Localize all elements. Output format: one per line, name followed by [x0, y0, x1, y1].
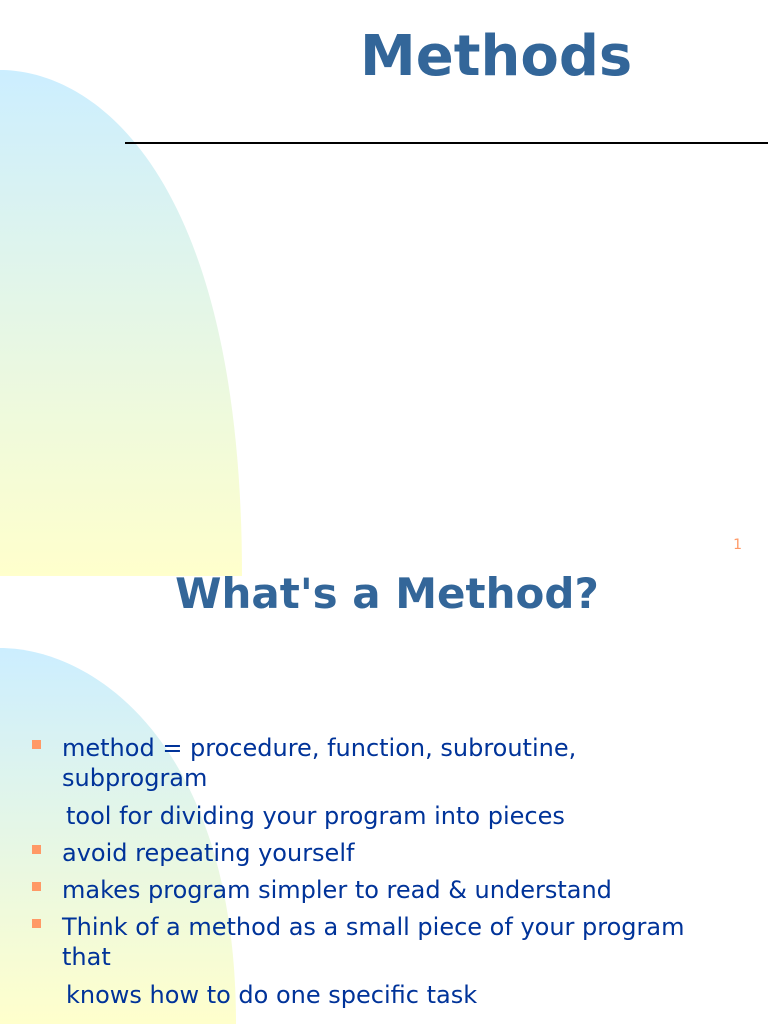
bullet-item — [62, 838, 354, 868]
bullet-item — [62, 733, 576, 793]
page-number: 1 — [733, 537, 742, 553]
slide-title: Methods — [360, 24, 633, 89]
bullet-item — [62, 875, 612, 905]
bullet-text: Think of a method as a small piece of your program — [62, 913, 685, 941]
bullet-text: avoid repeating yourself — [62, 839, 355, 867]
bullet-marker — [32, 882, 41, 891]
bullet-marker — [32, 740, 41, 749]
slide-title: What's a Method? — [175, 576, 599, 618]
bullet-marker — [32, 919, 41, 928]
bullet-marker — [32, 845, 41, 854]
sub-item — [66, 801, 565, 831]
bullet-text: makes program simpler to read & understand — [62, 876, 612, 904]
sub-item-text: tool for dividing your program into pieces — [66, 802, 565, 830]
bullet-text: method = procedure, function, subroutine, — [62, 734, 577, 762]
sub-item — [66, 980, 477, 1010]
bullet-text: that — [62, 943, 111, 971]
title-divider — [125, 142, 768, 144]
sub-item-text: knows how to do one specific task — [66, 981, 478, 1009]
decorative-gradient-arc — [0, 0, 245, 576]
bullet-item — [62, 912, 684, 972]
slide-2 — [0, 576, 768, 1024]
bullet-text: subprogram — [62, 764, 208, 792]
